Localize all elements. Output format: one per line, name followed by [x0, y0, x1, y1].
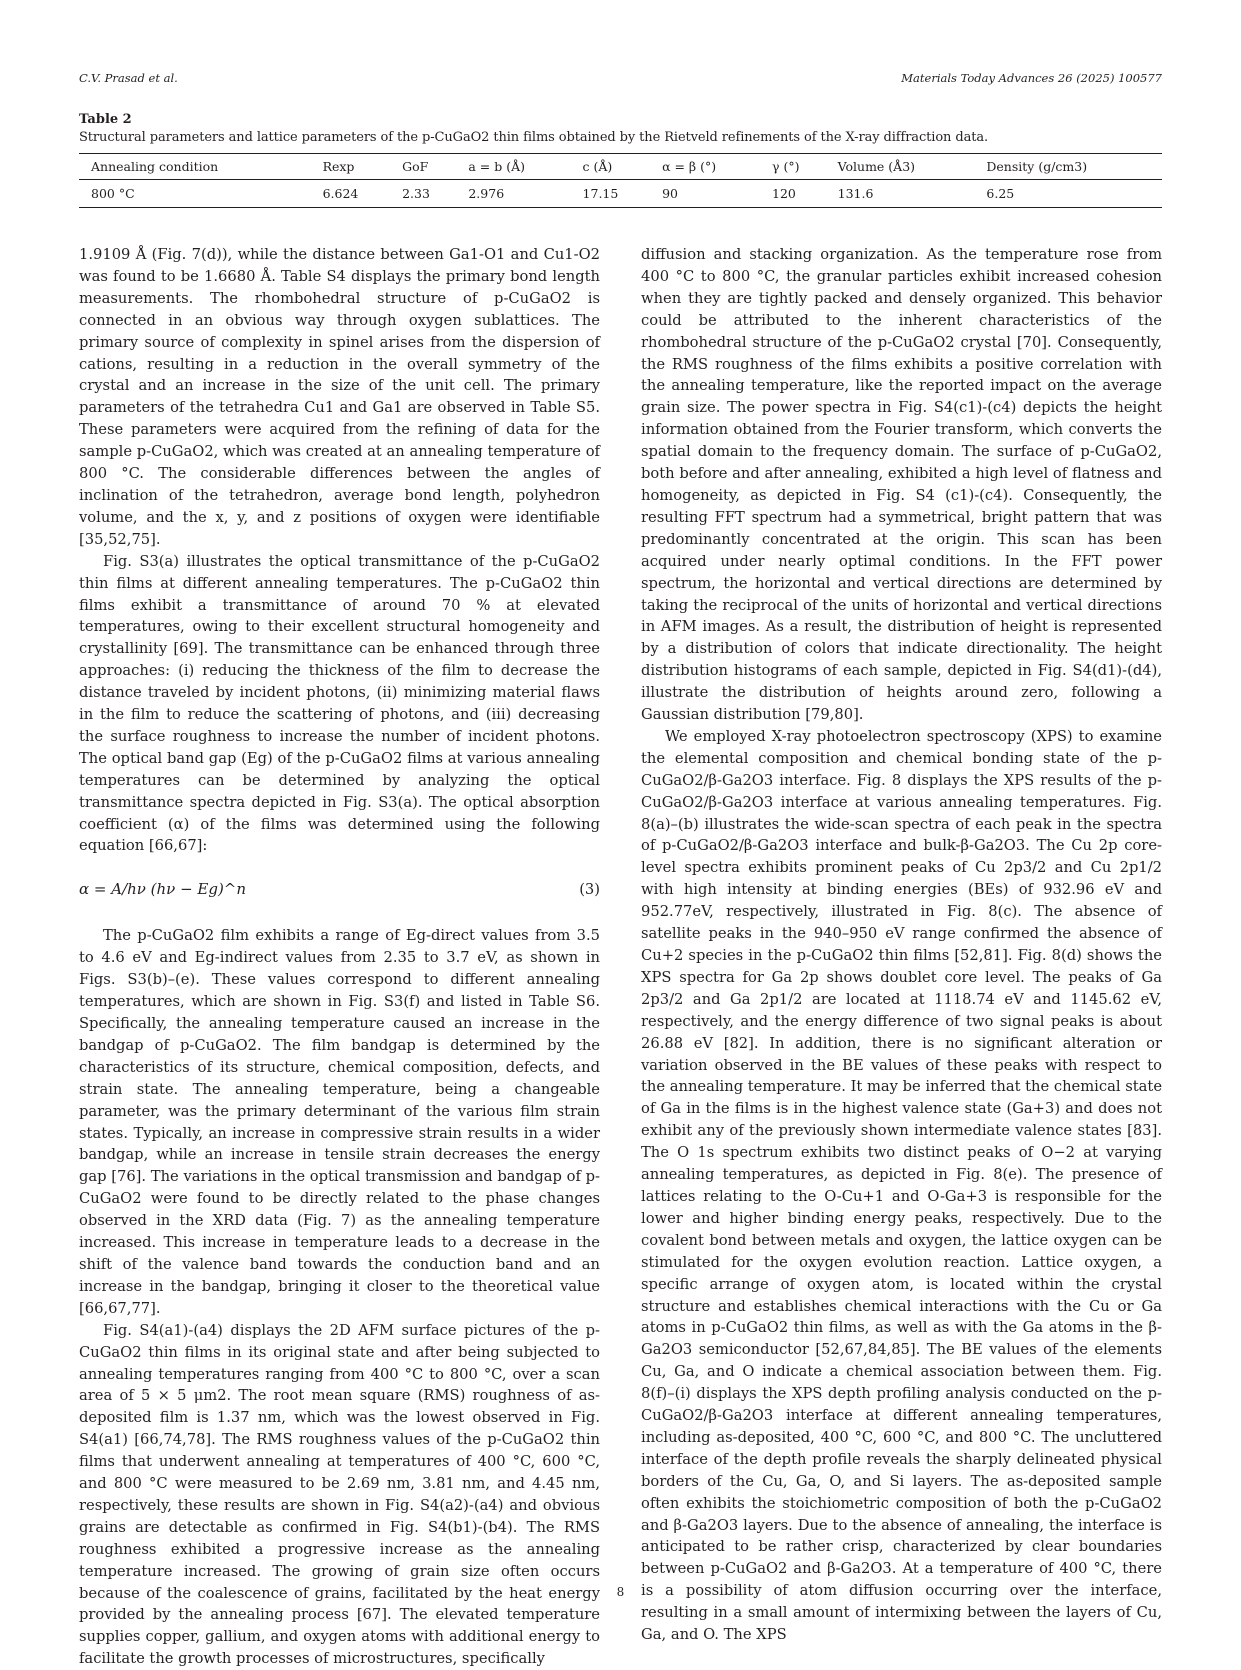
table-header-row: [79, 154, 1162, 180]
table-header-cell: α = β (°): [650, 154, 760, 180]
table-header-cell: c (Å): [571, 154, 651, 180]
table-cell: 800 °C: [79, 180, 311, 208]
table-header-cell: Volume (Å3): [826, 154, 975, 180]
table-header-cell: a = b (Å): [456, 154, 570, 180]
running-head-authors: C.V. Prasad et al.: [79, 71, 178, 85]
table-cell: 17.15: [571, 180, 651, 208]
table-cell: 6.25: [974, 180, 1162, 208]
parameters-table: [79, 153, 1162, 208]
running-head: [79, 71, 1162, 91]
paragraph: Fig. S4(a1)-(a4) displays the 2D AFM surface pictures of the p-CuGaO2 thin films in its original state and after being subjected to annealing temperatures ranging from 400 °C to 800 °C, over a scan area of 5 × 5 μm2. The root mean square (RMS) roughness of as-deposited film is 1.37 nm, which was the lowest observed in Fig. S4(a1) [66,74,78]. The RMS roughness values of the p-CuGaO2 thin films that underwent annealing at temperatures of 400 °C, 600 °C, and 800 °C were measured to be 2.69 nm, 3.81 nm, and 4.45 nm, respectively, these results are shown in Fig. S4(a2)-(a4) and obvious grains are detectable as confirmed in Fig. S4(b1)-(b4). The RMS roughness exhibited a progressive increase as the annealing temperature increased. The growing of grain size often occurs because of the coalescence of grains, facilitated by the heat energy provided by the annealing process [67]. The elevated temperature supplies copper, gallium, and oxygen atoms with additional energy to facilitate the growth processes of microstructures, specifically: [79, 1321, 600, 1668]
table-2: [79, 112, 1162, 208]
table-caption: Structural parameters and lattice parameters of the p-CuGaO2 thin films obtained by the Rietveld refinements of the X-ray diffraction data.: [79, 130, 989, 145]
paragraph: Fig. S3(a) illustrates the optical transmittance of the p-CuGaO2 thin films at different annealing temperatures. The p-CuGaO2 thin films exhibit a transmittance of around 70 % at elevated temperatures, owing to their excellent structural homogeneity and crystallinity [69]. The transmittance can be enhanced through three approaches: (i) reducing the thickness of the film to decrease the distance traveled by incident photons, (ii) minimizing material flaws in the film to reduce the scattering of photons, and (iii) decreasing the surface roughness to increase the number of incident photons. The optical band gap (Eg) of the p-CuGaO2 films at various annealing temperatures can be determined by analyzing the optical transmittance spectra depicted in Fig. S3(a). The optical absorption coefficient (α) of the films was determined using the following equation [66,67]:: [79, 552, 600, 855]
right-column: [641, 244, 1162, 1646]
equation-body: α = A/hν (hν − Eg)^n: [79, 880, 247, 899]
equation-3: [79, 861, 600, 919]
paragraph: We employed X-ray photoelectron spectroscopy (XPS) to examine the elemental composition and chemical bonding state of the p-CuGaO2/β-Ga2O3 interface. Fig. 8 displays the XPS results of the p-CuGaO2/β-Ga2O3 interface at various annealing temperatures. Fig. 8(a)–(b) illustrates the wide-scan spectra of each peak in the spectra of p-CuGaO2/β-Ga2O3 interface and bulk-β-Ga2O3. The Cu 2p core-level spectra exhibits prominent peaks of Cu 2p3/2 and Cu 2p1/2 with high intensity at binding energies (BEs) of 932.96 eV and 952.77eV, respectively, illustrated in Fig. 8(c). The absence of satellite peaks in the 940–950 eV range confirmed the absence of Cu+2 species in the p-CuGaO2 thin films [52,81]. Fig. 8(d) shows the XPS spectra for Ga 2p shows doublet core level. The peaks of Ga 2p3/2 and Ga 2p1/2 are located at 1118.74 eV and 1145.62 eV, respectively, and the energy difference of two signal peaks is about 26.88 eV [82]. In addition, there is no significant alteration or variation observed in the BE values of these peaks with respect to the annealing temperature. It may be inferred that the chemical state of Ga in the films is in the highest valence state (Ga+3) and does not exhibit any of the previously shown intermediate valence states [83]. The O 1s spectrum exhibits two distinct peaks of O−2 at varying annealing temperatures, as depicted in Fig. 8(e). The presence of lattices relating to the O-Cu+1 and O-Ga+3 is responsible for the lower and higher binding energy peaks, respectively. Due to the covalent bond between metals and oxygen, the lattice oxygen can be stimulated for the oxygen evolution reaction. Lattice oxygen, a specific arrange of oxygen atom, is located within the crystal structure and establishes chemical interactions with the Cu or Ga atoms in p-CuGaO2 thin films, as well as with the Ga atoms in the β-Ga2O3 semiconductor [52,67,84,85]. The BE values of the elements Cu, Ga, and O indicate a chemical association between them. Fig. 8(f)–(i) displays the XPS depth profiling analysis conducted on the p-CuGaO2/β-Ga2O3 interface at different annealing temperatures, including as-deposited, 400 °C, 600 °C, and 800 °C. The uncluttered interface of the depth profile reveals the sharply delineated physical borders of the Cu, Ga, O, and Si layers. The as-deposited sample often exhibits the stoichiometric composition of both the p-CuGaO2 and β-Ga2O3 layers. Due to the absence of annealing, the interface is anticipated to be rather crisp, characterized by clear boundaries between p-CuGaO2 and β-Ga2O3. At a temperature of 400 °C, there is a possibility of atom diffusion occurring over the interface, resulting in a small amount of intermixing between the layers of Cu, Ga, and O. The XPS: [641, 727, 1163, 1644]
table-cell: 6.624: [311, 180, 391, 208]
table-label: Table 2: [79, 112, 132, 127]
left-column: [79, 244, 600, 1670]
table-cell: 90: [650, 180, 760, 208]
paragraph: The p-CuGaO2 film exhibits a range of Eg-direct values from 3.5 to 4.6 eV and Eg-indirect values from 2.35 to 3.7 eV, as shown in Figs. S3(b)–(e). These values correspond to different annealing temperatures, which are shown in Fig. S3(f) and listed in Table S6. Specifically, the annealing temperature caused an increase in the bandgap of p-CuGaO2. The film bandgap is determined by the characteristics of its structure, chemical composition, defects, and strain state. The annealing temperature, being a changeable parameter, was the primary determinant of the various film strain states. Typically, an increase in compressive strain results in a wider bandgap, while an increase in tensile strain decreases the energy gap [76]. The variations in the optical transmission and bandgap of p-CuGaO2 were found to be directly related to the phase changes observed in the XRD data (Fig. 7) as the annealing temperature increased. This increase in temperature leads to a decrease in the shift of the valence band towards the conduction band and an increase in the bandgap, bringing it closer to the theoretical value [66,67,77].: [79, 927, 600, 1317]
table-cell: 2.33: [390, 180, 456, 208]
paragraph: 1.9109 Å (Fig. 7(d)), while the distance between Ga1-O1 and Cu1-O2 was found to be 1.6680 Å. Table S4 displays the primary bond length measurements. The rhombohedral structure of p-CuGaO2 is connected in an obvious way through oxygen sublattices. The primary source of complexity in spinel arises from the dispersion of cations, resulting in a reduction in the overall symmetry of the crystal and an increase in the size of the unit cell. The primary parameters of the tetrahedra Cu1 and Ga1 are observed in Table S5. These parameters were acquired from the refining of data for the sample p-CuGaO2, which was created at an annealing temperature of 800 °C. The considerable differences between the angles of inclination of the tetrahedron, average bond length, polyhedron volume, and the x, y, and z positions of oxygen were identifiable [35,52,75].: [79, 246, 600, 548]
page-number: 8: [616, 1585, 625, 1599]
table-row: [79, 180, 1162, 208]
running-head-journal: Materials Today Advances 26 (2025) 100577: [901, 71, 1162, 85]
equation-number: (3): [579, 881, 600, 899]
table-cell: 2.976: [456, 180, 570, 208]
table-header-cell: Density (g/cm3): [974, 154, 1162, 180]
table-header-cell: GoF: [390, 154, 456, 180]
table-header-cell: γ (°): [760, 154, 826, 180]
table-header-cell: Annealing condition: [79, 154, 311, 180]
table-cell: 131.6: [826, 180, 975, 208]
paragraph: diffusion and stacking organization. As the temperature rose from 400 °C to 800 °C, the granular particles exhibit increased cohesion when they are tightly packed and densely organized. This behavior could be attributed to the inherent characteristics of the rhombohedral structure of the p-CuGaO2 crystal [70]. Consequently, the RMS roughness of the films exhibits a positive correlation with the annealing temperature, like the reported impact on the average grain size. The power spectra in Fig. S4(c1)-(c4) depicts the height information obtained from the Fourier transform, which converts the spatial domain to the frequency domain. The surface of p-CuGaO2, both before and after annealing, exhibited a high level of flatness and homogeneity, as depicted in Fig. S4 (c1)-(c4). Consequently, the resulting FFT spectrum had a symmetrical, bright pattern that was predominantly concentrated at the origin. This scan has been acquired under nearly optimal conditions. In the FFT power spectrum, the horizontal and vertical directions are determined by taking the reciprocal of the units of horizontal and vertical directions in AFM images. As a result, the distribution of height is represented by a distribution of colors that indicate directionality. The height distribution histograms of each sample, depicted in Fig. S4(d1)-(d4), illustrate the distribution of heights around zero, following a Gaussian distribution [79,80].: [641, 246, 1162, 724]
table-header-cell: Rexp: [311, 154, 391, 180]
table-cell: 120: [760, 180, 826, 208]
